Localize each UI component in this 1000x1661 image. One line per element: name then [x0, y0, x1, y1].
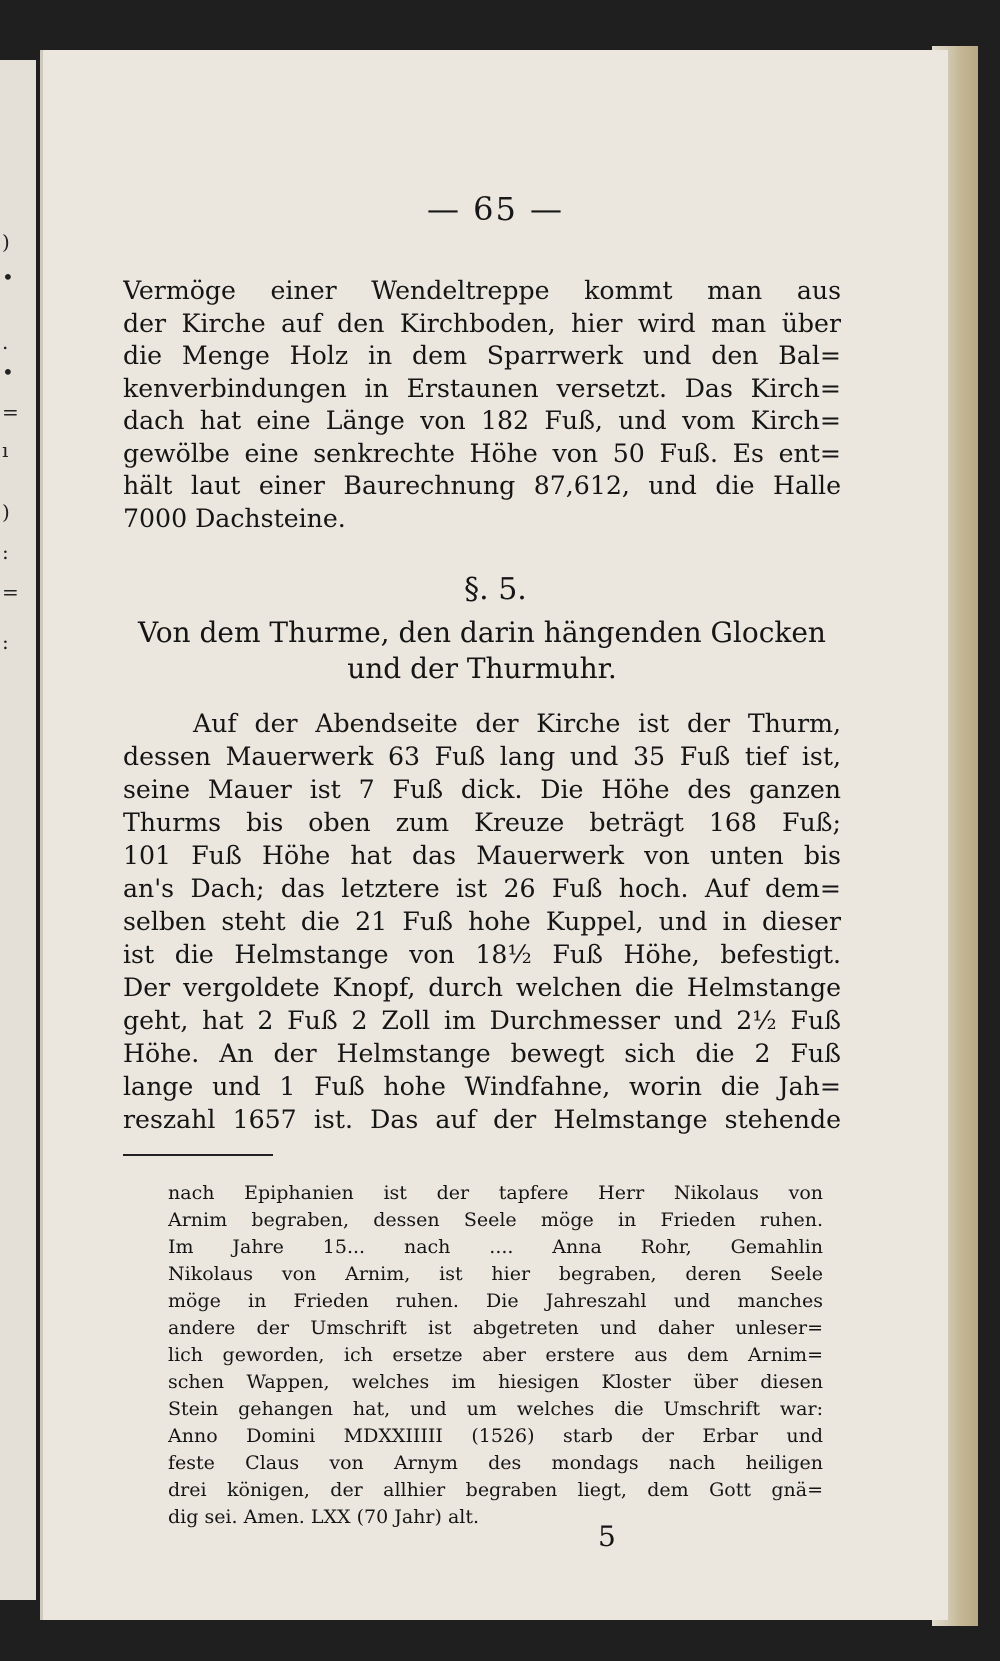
footnote-line: nach Epiphanien ist der tapfere Herr Nikolaus von: [168, 1182, 823, 1204]
text-line: 7000 Dachsteine.: [123, 503, 346, 533]
footnote-line: Im Jahre 15... nach .... Anna Rohr, Gemahlin: [168, 1236, 823, 1258]
footnote-line: schen Wappen, welches im hiesigen Kloster über diesen: [168, 1371, 823, 1393]
text-line: der Kirche auf den Kirchboden, hier wird man über: [123, 308, 841, 338]
footnote-line: Arnim begraben, dessen Seele möge in Frieden ruhen.: [168, 1209, 823, 1231]
footnote-line: andere der Umschrift ist abgetreten und daher unleser=: [168, 1317, 823, 1339]
text-line: hält laut einer Baurechnung 87,612, und die Halle: [123, 471, 841, 500]
paragraph-tower: [123, 707, 841, 1136]
facing-page-edge: [0, 60, 36, 1600]
footnote: [168, 1180, 823, 1531]
text-line: selben steht die 21 Fuß hohe Kuppel, und in dieser: [123, 907, 841, 936]
section-heading: [123, 615, 841, 687]
facing-page-glyph: =: [2, 580, 19, 604]
facing-page-glyph: ı: [2, 438, 9, 462]
footnote-line: lich geworden, ich ersetze aber erstere aus dem Arnim=: [168, 1344, 823, 1366]
text-line: lange und 1 Fuß hohe Windfahne, worin die Jah=: [123, 1072, 841, 1101]
facing-page-glyph: :: [2, 540, 9, 564]
facing-page-glyph: =: [2, 400, 19, 424]
text-line: dessen Mauerwerk 63 Fuß lang und 35 Fuß tief ist,: [123, 742, 841, 771]
footnote-line: Nikolaus von Arnim, ist hier begraben, deren Seele: [168, 1263, 823, 1285]
book-page: [40, 50, 948, 1620]
text-line: gewölbe eine senkrechte Höhe von 50 Fuß. Es ent=: [123, 438, 841, 468]
text-line: Höhe. An der Helmstange bewegt sich die 2 Fuß: [123, 1039, 841, 1068]
footnote-rule: [123, 1154, 273, 1156]
text-line: Vermöge einer Wendeltreppe kommt man aus: [123, 276, 841, 305]
text-line: Thurms bis oben zum Kreuze beträgt 168 Fuß;: [123, 808, 841, 837]
heading-line: und der Thurmuhr.: [347, 652, 617, 685]
text-line: dach hat eine Länge von 182 Fuß, und vom Kirch=: [123, 406, 841, 435]
facing-page-glyph: ): [2, 230, 10, 254]
facing-page-glyph: ): [2, 500, 10, 524]
paragraph-stair-roof: [123, 275, 841, 535]
footnote-line: möge in Frieden ruhen. Die Jahreszahl und manches: [168, 1290, 823, 1312]
text-line: die Menge Holz in dem Sparrwerk und den Bal=: [123, 341, 841, 370]
footnote-line: Anno Domini MDXXIIIII (1526) starb der Erbar und: [168, 1425, 823, 1447]
footnote-line: dig sei. Amen. LXX (70 Jahr) alt.: [168, 1506, 480, 1528]
facing-page-glyph: .: [2, 330, 9, 354]
facing-page-glyph: •: [2, 360, 14, 384]
page-number: — 65 —: [426, 190, 565, 228]
facing-page-glyph: :: [2, 630, 9, 654]
footnote-line: feste Claus von Arnym des mondags nach heiligen: [168, 1452, 823, 1474]
text-line: seine Mauer ist 7 Fuß dick. Die Höhe des ganzen: [123, 775, 841, 804]
heading-line: Von dem Thurme, den darin hängenden Glocken: [138, 616, 826, 649]
text-line: an's Dach; das letztere ist 26 Fuß hoch. Auf dem=: [123, 874, 841, 903]
footnote-line: Stein gehangen hat, und um welches die Umschrift war:: [168, 1398, 823, 1420]
text-line: kenverbindungen in Erstaunen versetzt. Das Kirch=: [123, 373, 841, 403]
text-line: geht, hat 2 Fuß 2 Zoll im Durchmesser und 2½ Fuß: [123, 1006, 841, 1035]
signature-mark: 5: [598, 1520, 616, 1553]
text-line: reszahl 1657 ist. Das auf der Helmstange stehende: [123, 1105, 841, 1134]
text-line: 101 Fuß Höhe hat das Mauerwerk von unten bis: [123, 841, 841, 870]
footnote-line: drei königen, der allhier begraben liegt, dem Gott gnä=: [168, 1479, 823, 1501]
text-line: Der vergoldete Knopf, durch welchen die Helmstange: [123, 973, 841, 1002]
text-line: ist die Helmstange von 18½ Fuß Höhe, befestigt.: [123, 940, 841, 969]
text-line: Auf der Abendseite der Kirche ist der Thurm,: [193, 709, 841, 738]
section-number: §. 5.: [464, 572, 527, 607]
facing-page-glyph: •: [2, 265, 14, 289]
